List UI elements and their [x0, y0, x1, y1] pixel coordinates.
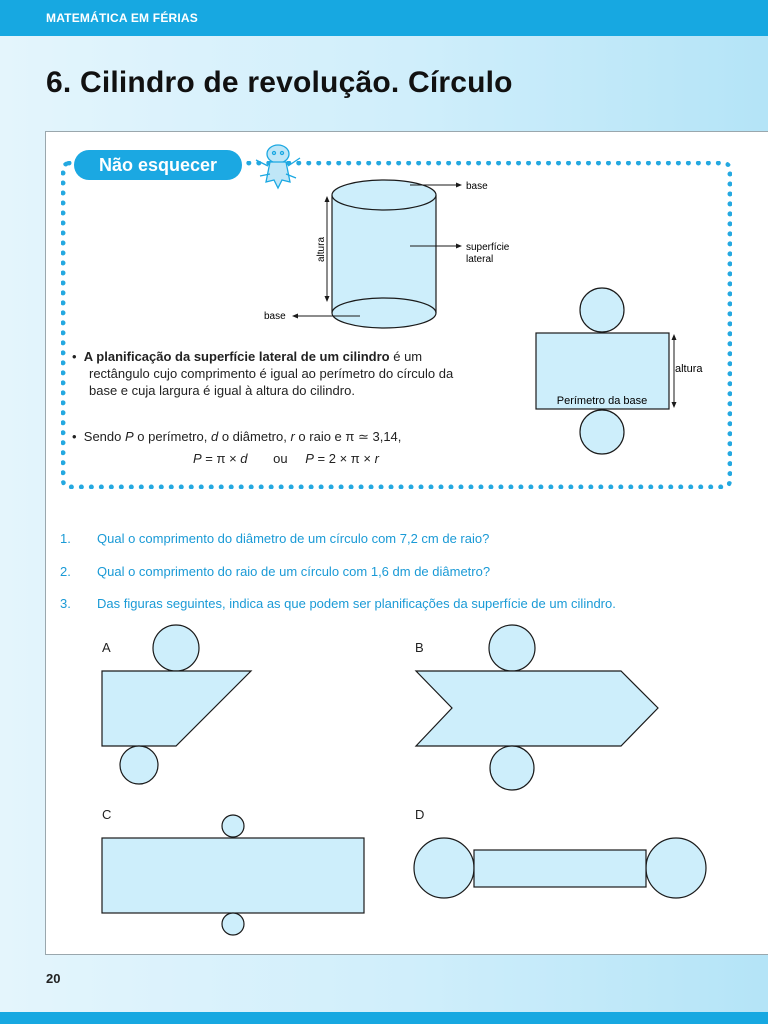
bullet-2-text-e: o raio e π ≃ 3,14,: [294, 429, 402, 444]
lateral-label-1: superfície: [466, 242, 510, 253]
formula-1-d: d: [240, 451, 248, 466]
net-height-label: altura: [675, 363, 703, 375]
bullet-1-rest: é um: [389, 349, 423, 364]
bottom-base-label: base: [264, 311, 286, 322]
formula-2-r: r: [374, 451, 379, 466]
bullet-2-text-b: o perímetro,: [133, 429, 211, 444]
figure-c-label: C: [102, 807, 112, 822]
lateral-label-2: lateral: [466, 254, 494, 265]
figure-a: [102, 625, 251, 784]
figure-b: [416, 625, 658, 790]
bullet-1-bold: A planificação da superfície lateral de um cilindro: [83, 349, 390, 364]
bullet-2-var-p: P: [124, 429, 134, 444]
bullet-2-var-d: d: [210, 429, 219, 444]
figure-d-label: D: [415, 807, 425, 822]
question-2-text: Qual o comprimento do raio de um círculo com 1,6 dm de diâmetro?: [97, 564, 491, 579]
reminder-badge: Não esquecer: [74, 150, 242, 180]
bullet-1-line3: base e cuja largura é igual à altura do cilindro.: [89, 383, 355, 398]
formula-2-p: P: [305, 451, 314, 466]
bullet-1-line2: rectângulo cujo comprimento é igual ao perímetro do círculo da: [89, 366, 454, 381]
figure-a-label: A: [102, 640, 111, 655]
formula-2-op: = 2 × π ×: [313, 451, 375, 466]
page-title: 6. Cilindro de revolução. Círculo: [46, 66, 513, 99]
formula-or: ou: [273, 451, 288, 466]
net-base-label: Perímetro da base: [556, 395, 648, 407]
question-1-number: 1.: [60, 531, 71, 546]
question-1-text: Qual o comprimento do diâmetro de um círculo com 7,2 cm de raio?: [97, 531, 490, 546]
bullet-1: • A planificação da superfície lateral de um cilindro é um rectângulo cujo comprimento é igual ao perímetro do círculo da base e cuja largura é igual à altura do cilindro.: [72, 348, 512, 399]
figure-d: [414, 838, 706, 898]
question-3-text: Das figuras seguintes, indica as que podem ser planificações da superfície de um cilindro.: [97, 596, 616, 611]
top-base-label: base: [466, 181, 488, 192]
page-number: 20: [46, 971, 61, 986]
header-section-label: MATEMÁTICA EM FÉRIAS: [46, 11, 198, 25]
formula-1-p: P: [193, 451, 202, 466]
figure-b-label: B: [415, 640, 424, 655]
bullet-2: • Sendo P o perímetro, d o diâmetro, r o raio e π ≃ 3,14,: [72, 429, 402, 444]
height-label: altura: [316, 236, 327, 262]
formula-1-op: = π ×: [201, 451, 241, 466]
bullet-2-text-a: Sendo: [83, 429, 125, 444]
figure-c: [102, 815, 364, 935]
question-3-number: 3.: [60, 596, 71, 611]
bullet-2-text-c: o diâmetro,: [218, 429, 291, 444]
bullet-2-var-r: r: [290, 429, 295, 444]
footer-bar: [0, 1012, 768, 1024]
question-2-number: 2.: [60, 564, 71, 579]
